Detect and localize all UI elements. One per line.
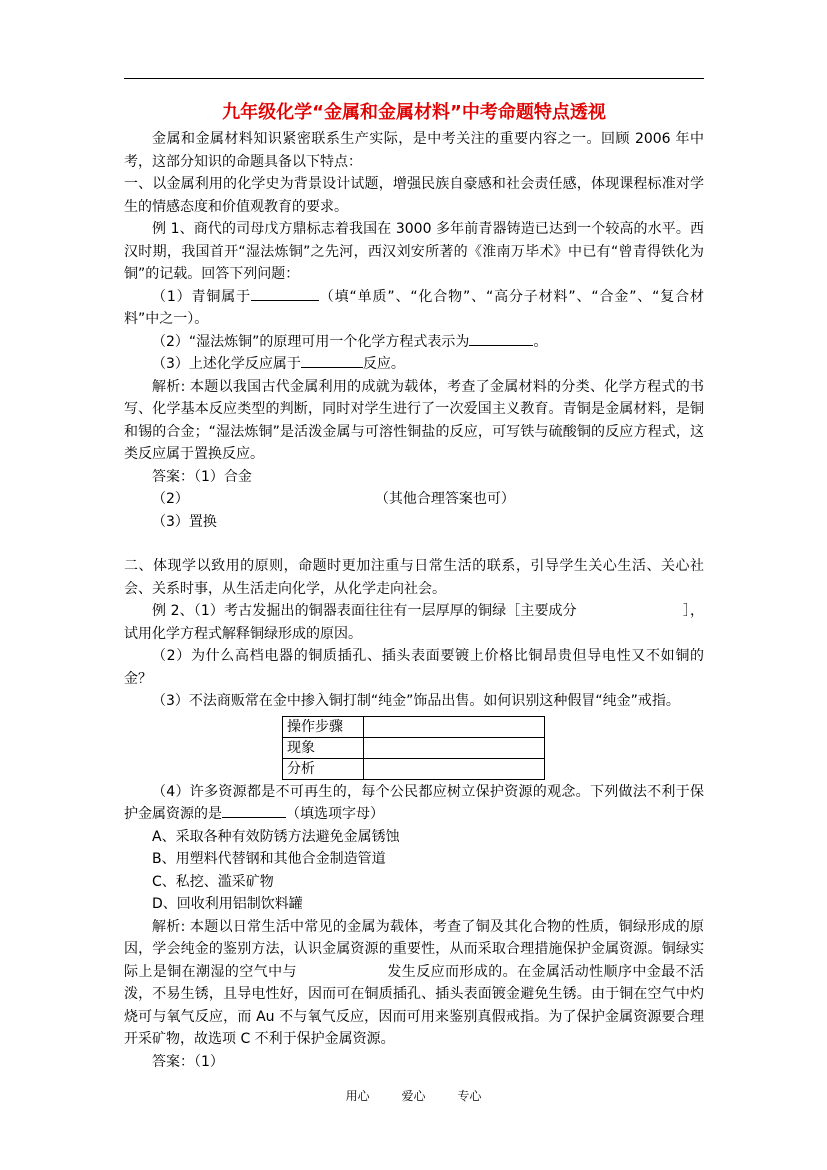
table-cell-label: 现象: [283, 737, 364, 758]
q3-answer-blank: [301, 353, 363, 368]
table-cell-label: 分析: [283, 758, 364, 779]
table-cell-empty: [364, 716, 545, 737]
page-footer: [0, 1088, 827, 1104]
q4-prefix: （4）许多资源都是不可再生的，每个公民都应树立保护资源的观念。下列做法不利于保护金属资源的是: [124, 783, 704, 822]
example1-answer2: [124, 488, 704, 511]
q1-answer-blank: [251, 286, 319, 301]
document-title: 九年级化学“金属和金属材料”中考命题特点透视: [222, 102, 606, 123]
footer-motto: 用心: [345, 1089, 370, 1103]
example1-text: 例 1、商代的司母戊方鼎标志着我国在 3000 多年前青器铸造已达到一个较高的水平。西汉时期，我国首开“湿法炼铜”之先河，西汉刘安所著的《淮南万毕术》中已有“曾青得铁化为铜”的记载。回答下列问题：: [124, 221, 704, 282]
answer2-note: （其他合理答案也可）: [374, 491, 515, 507]
q2-prefix: （2）“湿法炼铜”的原理可用一个化学方程式表示为: [152, 333, 470, 350]
q3-suffix: 反应。: [362, 356, 405, 372]
q1-prefix: （1）青铜属于: [152, 288, 251, 305]
q2-answer-blank: [469, 331, 533, 346]
analysis-suffix: 发生反应而形成的。在金属活动性顺序中金最不活泼，不易生锈，且导电性好，因而可在铜质插孔、插头表面镀金避免生锈。由于铜在空气中灼烧可与氧气反应，而 Au 不与氧气反应，因而可用来鉴别真假戒指。为了保护金属资源要合理开采矿物，故选项 C 不利于保护金属资源。: [124, 963, 705, 1047]
table-cell-label: 操作步骤: [283, 716, 364, 737]
example1-analysis: 解析: 本题以我国古代金属利用的成就为载体，考查了金属材料的分类、化学方程式的书写、化学基本反应类型的判断，同时对学生进行了一次爱国主义教育。青铜是金属材料，是铜和锡的合金；“湿法炼铜”是活泼金属与可溶性铜盐的反应，可写铁与硫酸铜的反应方程式，这类反应属于置换反应。: [124, 378, 704, 462]
option-c: C、私挖、滥采矿物: [152, 873, 274, 890]
analysis-prefix: 解析: 本题以日常生活中常见的金属为载体，考查了铜及其化合物的性质，铜绿形成的原因，学会纯金的鉴别方法，认识金属资源的重要性，从而采取合理措施保护金属资源。铜绿实际上是铜在潮湿的空气中与: [124, 918, 704, 980]
table-cell-empty: [364, 758, 545, 779]
q2-suffix: 。: [533, 333, 548, 350]
table-cell-empty: [364, 737, 545, 758]
example2-prefix: 例 2、（1）考古发掘出的铜器表面往往有一层厚厚的铜绿［主要成分: [152, 603, 577, 619]
section-spacer: [124, 533, 704, 555]
document-body: [124, 128, 704, 1073]
example1-question1: [124, 286, 704, 331]
example2-suffix: ］，试用化学方程式解释铜绿形成的原因。: [124, 603, 705, 642]
example2-analysis: [124, 916, 704, 1051]
example2-question3: （3）不法商贩常在金中掺入铜打制“纯金”饰品出售。如何识别这种假冒“纯金”戒指。: [152, 693, 680, 709]
footer-motto: 专心: [457, 1089, 482, 1103]
table-row: [283, 716, 545, 737]
example1-answer1: 答案：（1）合金: [152, 468, 252, 485]
q4-suffix: （填选项字母）: [286, 806, 384, 822]
q1-suffix: （填“单质”、“化合物”、“高分子材料”、“合金”、“复合材料”中之一）。: [124, 288, 704, 327]
example1-question3: [124, 353, 704, 376]
table-row: [283, 737, 545, 758]
option-d: D、回收利用铝制饮料罐: [152, 896, 303, 912]
example2-answer: 答案：（1）: [152, 1053, 224, 1070]
intro-paragraph: 金属和金属材料知识紧密联系生产实际，是中考关注的重要内容之一。回顾 2006 年中考，这部分知识的命题具备以下特点：: [124, 131, 704, 170]
option-b: B、用塑料代替钢和其他合金制造管道: [152, 851, 386, 867]
table-row: [283, 758, 545, 779]
footer-motto: 爱心: [401, 1089, 426, 1103]
section1-heading: 一、以金属利用的化学史为背景设计试题，增强民族自豪感和社会责任感，体现课程标准对学生的情感态度和价值观教育的要求。: [124, 176, 704, 215]
identification-table: [282, 716, 545, 780]
answer2-number: （2）: [152, 491, 189, 507]
header-rule: [124, 78, 704, 79]
q4-answer-blank: [222, 803, 286, 818]
option-a: A、采取各种有效防锈方法避免金属锈蚀: [152, 828, 400, 845]
example1-question2: [124, 331, 704, 354]
q3-prefix: （3）上述化学反应属于: [152, 356, 301, 372]
example1-answer3: （3）置换: [152, 513, 217, 530]
example2-question1: [124, 600, 704, 645]
example2-question4: [124, 781, 704, 826]
section2-heading: 二、体现学以致用的原则，命题时更加注重与日常生活的联系，引导学生关心生活、关心社会、关系时事，从生活走向化学，从化学走向社会。: [124, 558, 704, 597]
example2-question2: （2）为什么高档电器的铜质插孔、插头表面要镀上价格比铜昂贵但导电性又不如铜的金？: [124, 648, 704, 687]
